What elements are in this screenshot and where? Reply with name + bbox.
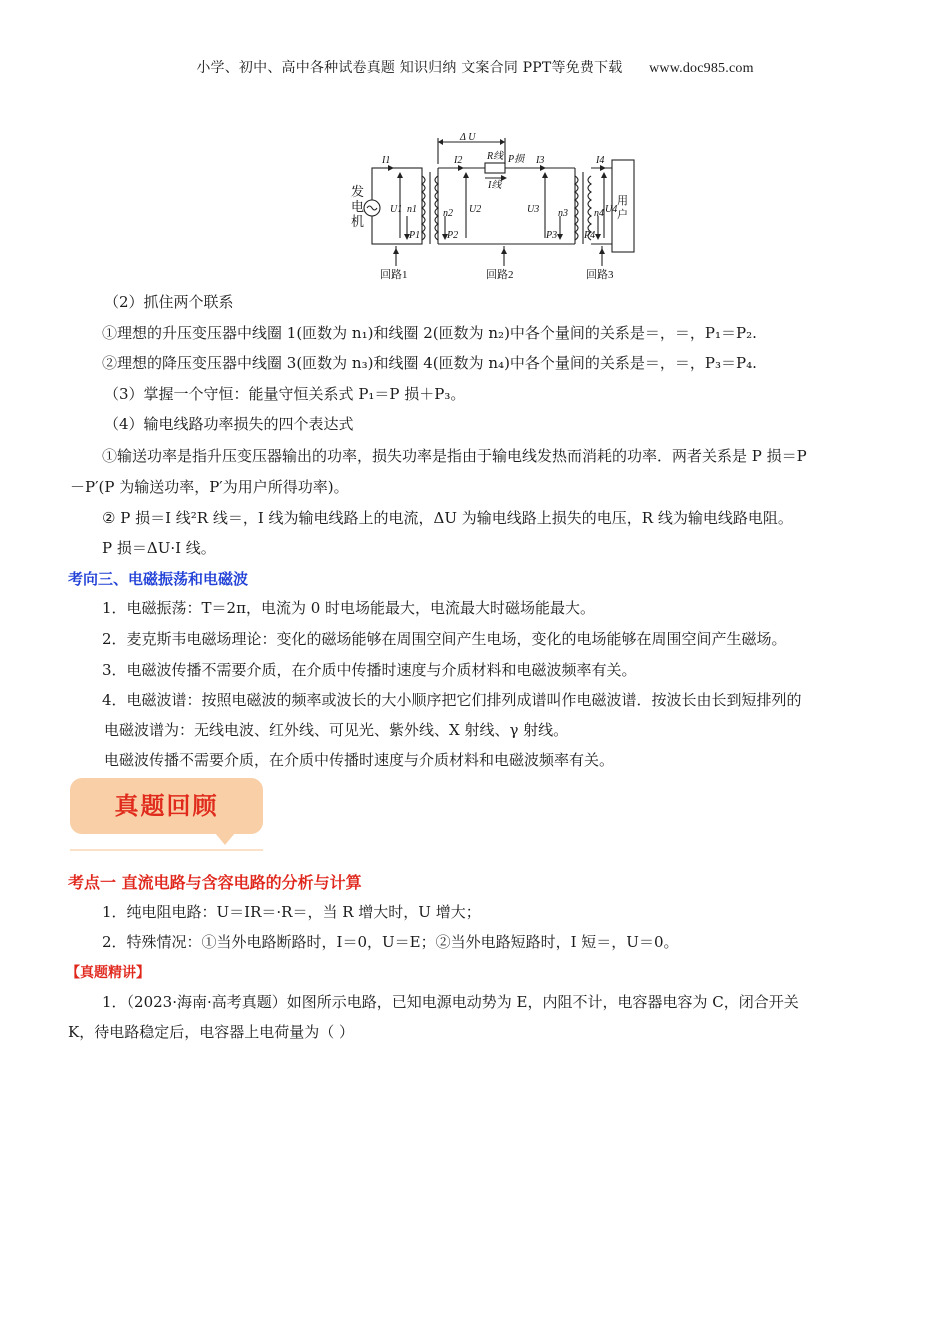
- section4-item1a: ①输送功率是指升压变压器输出的功率，损失功率是指由于输电线发热而消耗的功率．两者关系是 P 损＝P: [102, 447, 807, 465]
- turns-n2: n2: [443, 208, 453, 219]
- user-label-1: 用: [617, 195, 628, 207]
- section2-item2: ②理想的降压变压器中线圈 3(匝数为 n₃)和线圈 4(匝数为 n₄)中各个量间的关系是＝，＝，P₃＝P₄.: [102, 354, 757, 372]
- kaodian1-item-2: 2．特殊情况：①当外电路断路时，I＝0，U＝E；②当外电路短路时，I 短＝，U＝0。: [102, 933, 679, 951]
- loop-label-3: 回路3: [586, 269, 614, 281]
- banner-title: 真题回顾: [114, 792, 219, 820]
- question1-line1: 1．（2023·海南·高考真题）如图所示电路，已知电源电动势为 E，内阻不计，电容器电容为 C，闭合开关: [102, 993, 799, 1011]
- current-i3: I3: [536, 155, 545, 166]
- kaodian1-item-1: 1．纯电阻电路：U＝IR＝·R＝，当 R 增大时，U 增大；: [102, 903, 481, 921]
- section4-item1b: －P′(P 为输送功率，P′为用户所得功率)。: [70, 478, 349, 496]
- page-header: [0, 57, 950, 77]
- voltage-u1: U1: [390, 204, 403, 215]
- voltage-u2: U2: [469, 204, 482, 215]
- loop-label-1: 回路1: [380, 269, 408, 281]
- delta-u-label: Δ U: [460, 132, 476, 143]
- power-p1: P1: [409, 230, 421, 241]
- kaoxiang3-item-2: 2．麦克斯韦电磁场理论：变化的磁场能够在周围空间产生电场，变化的电场能够在周围空间产生磁场。: [102, 630, 787, 648]
- loop-label-2: 回路2: [486, 269, 514, 281]
- user-label-2: 户: [617, 209, 628, 221]
- power-p3: P3: [546, 230, 558, 241]
- header-url[interactable]: www.doc985.com: [649, 61, 754, 76]
- turns-n1: n1: [407, 204, 417, 215]
- p-loss-label: P损: [508, 154, 525, 165]
- section4-title: （4）输电线路功率损失的四个表达式: [104, 415, 354, 433]
- kaoxiang3-title: 考向三、电磁振荡和电磁波: [68, 570, 249, 588]
- turns-n3: n3: [558, 208, 568, 219]
- voltage-u4: U4: [605, 204, 618, 215]
- question1-line2: K，待电路稳定后，电容器上电荷量为（ ）: [68, 1023, 354, 1041]
- banner-underline: [70, 849, 263, 851]
- line-resistor: [485, 163, 505, 173]
- i-line-label: I线: [488, 180, 502, 191]
- generator-label-1: 发: [351, 184, 365, 199]
- power-p4: P4: [584, 230, 596, 241]
- generator-label-2: 电: [351, 199, 365, 214]
- zhenti-title: 【真题精讲】: [66, 965, 150, 981]
- kaoxiang3-item-1: 1．电磁振荡：T＝2π，电流为 0 时电场能最大，电流最大时磁场能最大。: [102, 599, 596, 617]
- voltage-u3: U3: [527, 204, 540, 215]
- section3-title: （3）掌握一个守恒：能量守恒关系式 P₁＝P 损＋P₃。: [104, 385, 466, 403]
- kaoxiang3-item-3: 3．电磁波传播不需要介质，在介质中传播时速度与介质材料和电磁波频率有关。: [102, 661, 637, 679]
- generator-label-3: 机: [351, 214, 365, 229]
- banner-tail: [215, 833, 235, 845]
- header-text: 小学、初中、高中各种试卷真题 知识归纳 文案合同 PPT等免费下载: [196, 60, 623, 76]
- power-transmission-diagram: [340, 132, 640, 282]
- kaodian1-title: 考点一 直流电路与含容电路的分析与计算: [68, 873, 362, 892]
- r-line-label: R线: [487, 151, 504, 162]
- section4-item3: P 损＝ΔU·I 线。: [102, 539, 216, 557]
- section2-title: （2）抓住两个联系: [104, 293, 234, 311]
- section2-item1: ①理想的升压变压器中线圈 1(匝数为 n₁)和线圈 2(匝数为 n₂)中各个量间的关系是＝，＝，P₁＝P₂.: [102, 324, 757, 342]
- kaoxiang3-item-6: 电磁波传播不需要介质，在介质中传播时速度与介质材料和电磁波频率有关。: [104, 751, 615, 769]
- current-i4: I4: [596, 155, 605, 166]
- power-p2: P2: [447, 230, 459, 241]
- kaoxiang3-item-5: 电磁波谱为：无线电波、红外线、可见光、紫外线、X 射线、γ 射线。: [104, 721, 569, 739]
- kaoxiang3-item-4: 4．电磁波谱：按照电磁波的频率或波长的大小顺序把它们排列成谱叫作电磁波谱．按波长由长到短排列的: [102, 691, 802, 709]
- current-i1: I1: [382, 155, 391, 166]
- current-i2: I2: [454, 155, 463, 166]
- turns-n4: n4: [594, 208, 604, 219]
- section4-item2: ② P 损＝I 线²R 线＝，I 线为输电线路上的电流，ΔU 为输电线路上损失的电压，R 线为输电线路电阻。: [102, 509, 793, 527]
